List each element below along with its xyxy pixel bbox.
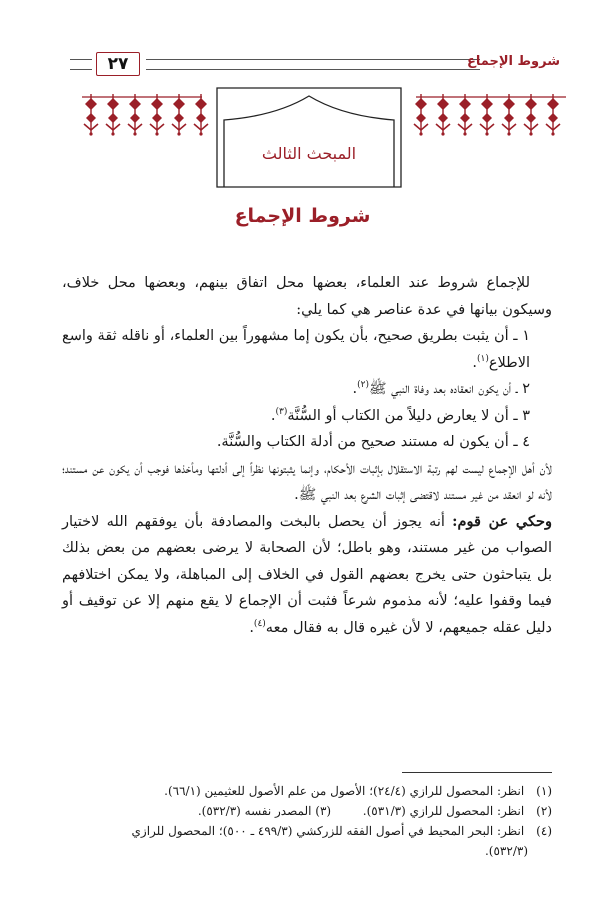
qawm-lead: وحكي عن قوم:	[452, 512, 552, 530]
condition-1: ١ ـ أن يثبت بطريق صحيح، بأن يكون إما مشهوراً بين العلماء، أو ناقله ثقة واسع الاطلاع$^{(١)}$.	[62, 328, 530, 371]
condition-4-text: ٤ ـ أن يكون له مستند صحيح من أدلة الكتاب والسُّنَّة.	[216, 434, 530, 450]
body-text	[62, 270, 552, 641]
footnote-4-number: (٤)	[536, 824, 552, 838]
footnote-ref-3[interactable]: (٣)	[275, 406, 288, 417]
condition-2-text: ٢ ـ أن يكون انعقاده بعد وفاة النبي ﷺ	[368, 381, 530, 397]
footnote-3-number: (٣)	[315, 804, 332, 818]
qawm-paragraph: وحكي عن قوم: أنه يجوز أن يحصل بالبخت والمصادفة بأن يوفقهم الله لاختيار الصواب من غير مستند، وهو باطل؛ لأن الصحابة لا يرضى بعضهم من بعض بذلك بل يتباحثون حتى يخرج بعضهم القول في الخلاف إلى المباهلة، ولا يمكن اختلافهم فيما وقفوا عليه؛ لأنه مذموم شرعاً فثبت أن الإجماع لا يقع منهم إلا عن توقيف أو دليل عقله جميعهم، لا لأن غيره قال به فقال معه$^{(٤)}$.	[62, 512, 552, 636]
footnote-3-text: المصدر نفسه (٥٣٢/٣).	[197, 804, 312, 818]
footnote-1-text: انظر: المحصول للرازي (٢٤/٤)؛ الأصول من علم الأصول للعثيمين (٦٦/١).	[164, 784, 525, 798]
footnote-2-3	[62, 801, 552, 821]
section-frame	[216, 86, 402, 188]
condition-4	[62, 429, 552, 456]
footnote-ref-4[interactable]: (٤)	[253, 618, 266, 629]
page-number: ٢٧	[96, 52, 140, 76]
section-heading-box	[216, 86, 402, 188]
footnote-4	[62, 821, 552, 841]
footnote-separator	[402, 772, 552, 773]
footnote-4-continuation	[62, 841, 552, 861]
footnote-2-text: انظر: المحصول للرازي (٥٣١/٣).	[362, 804, 525, 818]
footnote-1	[62, 781, 552, 801]
condition-3: ٣ ـ أن لا يعارض دليلاً من الكتاب أو السُّنَّة$^{(٣)}$.	[270, 406, 530, 424]
intro-text: للإجماع شروط عند العلماء، بعضها محل اتفاق بينهم، وبعضها محل خلاف، وسيكون بيانها في عدة عناصر هي كما يلي:	[62, 275, 552, 318]
footnote-ref-2[interactable]: (٢)	[357, 380, 369, 391]
footnote-2-number: (٢)	[536, 804, 552, 818]
footnote-4-cont-text: (٥٣٢/٣).	[484, 844, 528, 858]
reason-text: لأن أهل الإجماع ليست لهم رتبة الاستقلال بإثبات الأحكام، وإنما يثبتونها نظراً إلى أدلتها ومأخذها فوجب أن يكون عن مستند؛ لأنه لو انعقد من غير مستند لاقتضى إثبات الشرع بعد النبي ﷺ.	[62, 460, 552, 503]
header-rule-left	[70, 59, 92, 70]
footnote-1-number: (١)	[536, 784, 552, 798]
running-header	[70, 54, 560, 80]
condition-1-text: ١ ـ أن يثبت بطريق صحيح، بأن يكون إما مشهوراً بين العلماء، أو ناقله ثقة واسع الاطلاع	[62, 328, 530, 371]
condition-3-text: ٣ ـ أن لا يعارض دليلاً من الكتاب أو السُّنَّة	[287, 407, 530, 424]
footnote-ref-1[interactable]: (١)	[476, 353, 489, 364]
condition-2: ٢ ـ أن يكون انعقاده بعد وفاة النبي ﷺ$^{(٢)}$.	[352, 380, 530, 397]
footnote-4-text: انظر: البحر المحيط في أصول الفقه للزركشي (٤٩٩/٣ ـ ٥٠٠)؛ المحصول للرازي	[131, 824, 525, 838]
running-title: شروط الإجماع	[467, 54, 560, 69]
qawm-text: أنه يجوز أن يحصل بالبخت والمصادفة بأن يوفقهم الله لاختيار الصواب من غير مستند، وهو باطل؛ لأن الصحابة لا يرضى بعضهم من بعض بذلك بل يتباحثون حتى يخرج بعضهم القول في الخلاف إلى المباهلة، ولا يمكن اختلافهم فيما وقفوا عليه؛ لأنه مذموم شرعاً فثبت أن الإجماع لا يقع منهم إلا عن توقيف أو دليل عقله جميعهم، لا لأن غيره قال به فقال معه	[62, 513, 552, 636]
footnotes	[62, 781, 552, 861]
header-rule	[146, 59, 480, 70]
reason-paragraph	[62, 456, 552, 509]
intro-paragraph	[62, 270, 552, 323]
section-label: المبحث الثالث	[261, 144, 357, 163]
chapter-title: شروط الإجماع	[234, 205, 371, 227]
